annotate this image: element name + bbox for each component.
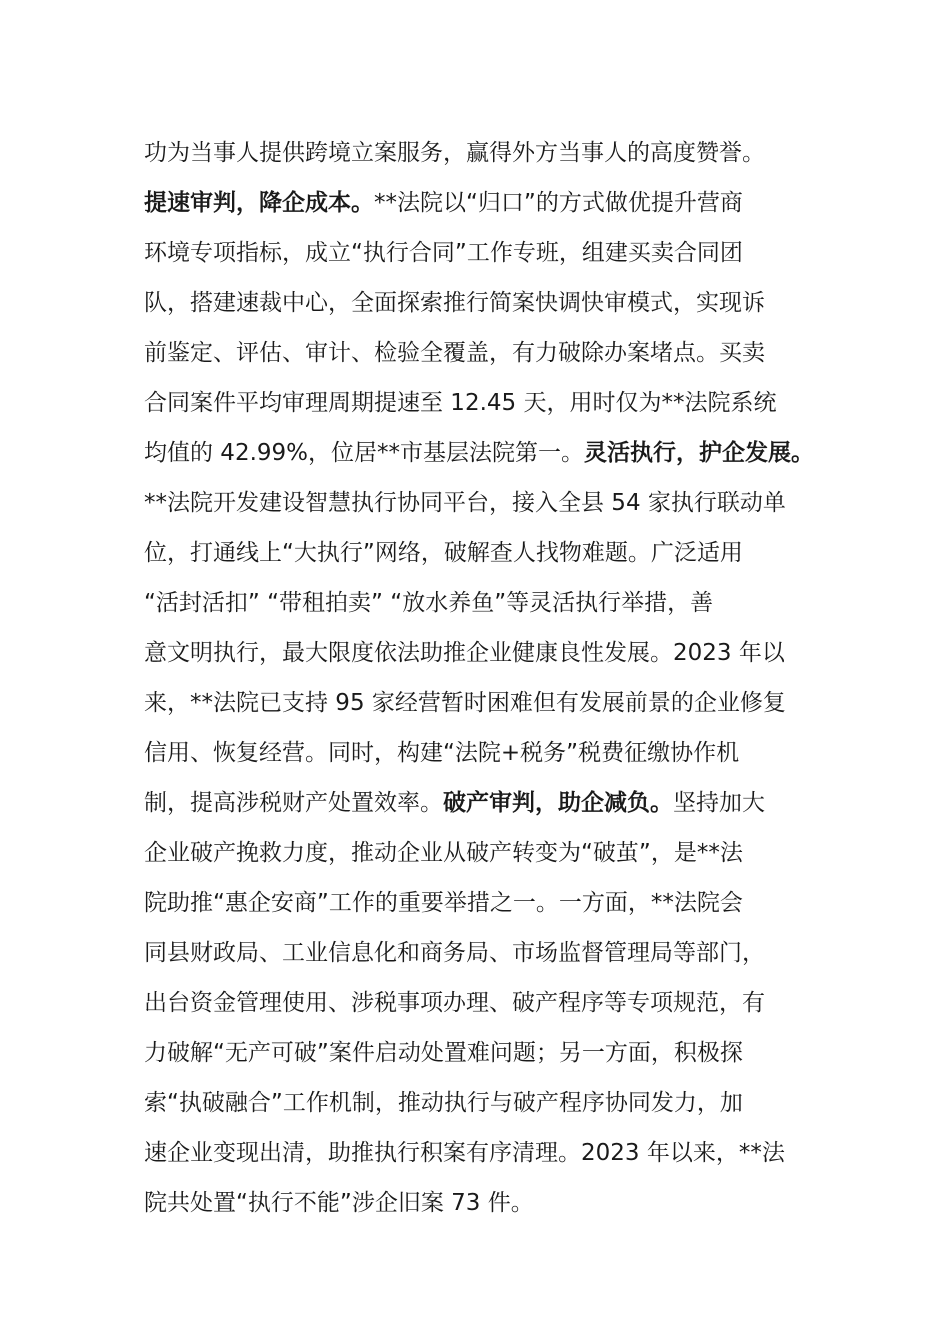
text-run: 信用、恢复经营。同时，构建“法院+税务”税费征缴协作机 bbox=[144, 740, 740, 766]
text-line bbox=[144, 228, 824, 278]
text-line bbox=[144, 1028, 824, 1078]
text-run: 合同案件平均审理周期提速至 12.45 天，用时仅为**法院系统 bbox=[144, 390, 777, 416]
text-line bbox=[144, 1078, 824, 1128]
text-run: **法院以“归口”的方式做优提升营商 bbox=[374, 190, 743, 216]
text-run: 出台资金管理使用、涉税事项办理、破产程序等专项规范，有 bbox=[144, 990, 765, 1016]
body-text bbox=[144, 128, 824, 1228]
text-line bbox=[144, 178, 824, 228]
text-run: 均值的 42.99%，位居**市基层法院第一。 bbox=[144, 440, 585, 466]
text-line bbox=[144, 1128, 824, 1178]
text-run: 来，**法院已支持 95 家经营暂时困难但有发展前景的企业修复 bbox=[144, 690, 786, 716]
text-line bbox=[144, 1178, 824, 1228]
text-run: 制，提高涉税财产处置效率。 bbox=[144, 790, 443, 816]
text-line bbox=[144, 578, 824, 628]
text-run: 企业破产挽救力度，推动企业从破产转变为“破茧”，是**法 bbox=[144, 840, 743, 866]
text-run: 坚持加大 bbox=[673, 790, 765, 816]
text-run: 速企业变现出清，助推执行积案有序清理。2023 年以来，**法 bbox=[144, 1140, 785, 1166]
text-line bbox=[144, 928, 824, 978]
text-run: “活封活扣” “带租拍卖” “放水养鱼”等灵活执行举措，善 bbox=[144, 590, 714, 616]
bold-heading-run: 破产审判，助企减负。 bbox=[443, 790, 673, 816]
bold-heading-run: 提速审判，降企成本。 bbox=[144, 190, 374, 216]
text-run: 同县财政局、工业信息化和商务局、市场监督管理局等部门， bbox=[144, 940, 765, 966]
text-run: 队，搭建速裁中心，全面探索推行简案快调快审模式，实现诉 bbox=[144, 290, 765, 316]
text-run: 索“执破融合”工作机制，推动执行与破产程序协同发力，加 bbox=[144, 1090, 743, 1116]
text-line bbox=[144, 978, 824, 1028]
text-line bbox=[144, 278, 824, 328]
text-line bbox=[144, 528, 824, 578]
text-run: 力破解“无产可破”案件启动处置难问题；另一方面，积极探 bbox=[144, 1040, 743, 1066]
text-line bbox=[144, 128, 824, 178]
bold-heading-run: 灵活执行，护企发展。 bbox=[584, 440, 815, 466]
text-line bbox=[144, 828, 824, 878]
text-line bbox=[144, 728, 824, 778]
text-line bbox=[144, 328, 824, 378]
text-line bbox=[144, 378, 824, 428]
text-run: 位，打通线上“大执行”网络，破解查人找物难题。广泛适用 bbox=[144, 540, 743, 566]
text-run: **法院开发建设智慧执行协同平台，接入全县 54 家执行联动单 bbox=[144, 490, 786, 516]
text-line bbox=[144, 678, 824, 728]
text-run: 前鉴定、评估、审计、检验全覆盖，有力破除办案堵点。买卖 bbox=[144, 340, 765, 366]
text-run: 院共处置“执行不能”涉企旧案 73 件。 bbox=[144, 1190, 534, 1216]
text-line bbox=[144, 778, 824, 828]
text-line bbox=[144, 478, 824, 528]
text-line bbox=[144, 628, 824, 678]
text-run: 意文明执行，最大限度依法助推企业健康良性发展。2023 年以 bbox=[144, 640, 785, 666]
text-line bbox=[144, 428, 824, 478]
text-run: 院助推“惠企安商”工作的重要举措之一。一方面，**法院会 bbox=[144, 890, 743, 916]
text-run: 环境专项指标，成立“执行合同”工作专班，组建买卖合同团 bbox=[144, 240, 743, 266]
text-run: 功为当事人提供跨境立案服务，赢得外方当事人的高度赞誉。 bbox=[144, 140, 765, 166]
text-line bbox=[144, 878, 824, 928]
